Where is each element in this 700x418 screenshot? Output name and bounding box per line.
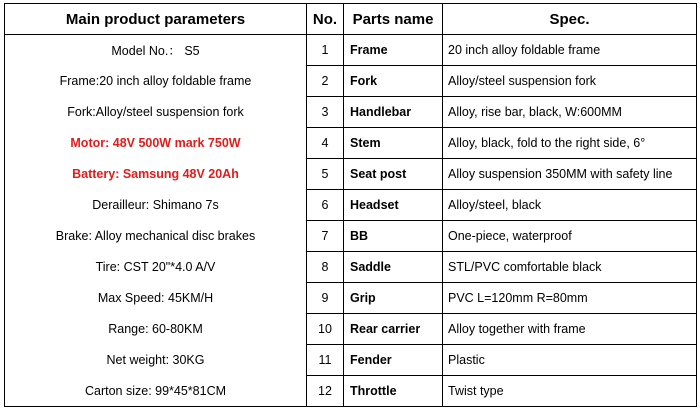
part-number-cell: 2 bbox=[307, 66, 344, 97]
part-name-cell: Handlebar bbox=[344, 97, 443, 128]
part-number-cell: 6 bbox=[307, 190, 344, 221]
param-cell: Derailleur: Shimano 7s bbox=[5, 190, 307, 221]
spec-header: Spec. bbox=[443, 4, 697, 35]
table-row bbox=[5, 159, 697, 190]
table-row bbox=[5, 283, 697, 314]
part-number-cell: 3 bbox=[307, 97, 344, 128]
table-row bbox=[5, 252, 697, 283]
part-number-cell: 4 bbox=[307, 128, 344, 159]
product-spec-table bbox=[4, 3, 697, 407]
table-row bbox=[5, 97, 697, 128]
table-row bbox=[5, 128, 697, 159]
part-spec-cell: Alloy suspension 350MM with safety line bbox=[443, 159, 697, 190]
table-row bbox=[5, 66, 697, 97]
param-cell: Range: 60-80KM bbox=[5, 314, 307, 345]
part-spec-cell: Twist type bbox=[443, 376, 697, 407]
part-spec-cell: Alloy together with frame bbox=[443, 314, 697, 345]
param-cell: Brake: Alloy mechanical disc brakes bbox=[5, 221, 307, 252]
param-cell: Model No.： S5 bbox=[5, 35, 307, 66]
part-name-cell: Stem bbox=[344, 128, 443, 159]
param-cell: Battery: Samsung 48V 20Ah bbox=[5, 159, 307, 190]
param-cell: Tire: CST 20"*4.0 A/V bbox=[5, 252, 307, 283]
part-spec-cell: STL/PVC comfortable black bbox=[443, 252, 697, 283]
part-name-cell: Fender bbox=[344, 345, 443, 376]
table-row bbox=[5, 190, 697, 221]
part-spec-cell: One-piece, waterproof bbox=[443, 221, 697, 252]
part-number-cell: 12 bbox=[307, 376, 344, 407]
part-name-cell: Headset bbox=[344, 190, 443, 221]
part-spec-cell: Alloy/steel suspension fork bbox=[443, 66, 697, 97]
no-header: No. bbox=[307, 4, 344, 35]
table-row bbox=[5, 376, 697, 407]
main-params-header: Main product parameters bbox=[5, 4, 307, 35]
part-number-cell: 7 bbox=[307, 221, 344, 252]
part-spec-cell: Alloy, black, fold to the right side, 6° bbox=[443, 128, 697, 159]
table-row bbox=[5, 345, 697, 376]
param-cell: Carton size: 99*45*81CM bbox=[5, 376, 307, 407]
table-row bbox=[5, 35, 697, 66]
table-row bbox=[5, 314, 697, 345]
part-spec-cell: Alloy/steel, black bbox=[443, 190, 697, 221]
part-name-cell: BB bbox=[344, 221, 443, 252]
param-cell: Fork:Alloy/steel suspension fork bbox=[5, 97, 307, 128]
part-number-cell: 1 bbox=[307, 35, 344, 66]
part-spec-cell: Plastic bbox=[443, 345, 697, 376]
part-number-cell: 10 bbox=[307, 314, 344, 345]
part-number-cell: 9 bbox=[307, 283, 344, 314]
table-row bbox=[5, 221, 697, 252]
part-spec-cell: 20 inch alloy foldable frame bbox=[443, 35, 697, 66]
param-cell: Motor: 48V 500W mark 750W bbox=[5, 128, 307, 159]
header-row bbox=[5, 4, 697, 35]
part-name-cell: Frame bbox=[344, 35, 443, 66]
part-spec-cell: PVC L=120mm R=80mm bbox=[443, 283, 697, 314]
part-number-cell: 11 bbox=[307, 345, 344, 376]
part-name-cell: Grip bbox=[344, 283, 443, 314]
parts-name-header: Parts name bbox=[344, 4, 443, 35]
param-cell: Max Speed: 45KM/H bbox=[5, 283, 307, 314]
part-name-cell: Saddle bbox=[344, 252, 443, 283]
part-name-cell: Seat post bbox=[344, 159, 443, 190]
param-cell: Net weight: 30KG bbox=[5, 345, 307, 376]
part-name-cell: Fork bbox=[344, 66, 443, 97]
part-number-cell: 8 bbox=[307, 252, 344, 283]
param-cell: Frame:20 inch alloy foldable frame bbox=[5, 66, 307, 97]
part-number-cell: 5 bbox=[307, 159, 344, 190]
part-spec-cell: Alloy, rise bar, black, W:600MM bbox=[443, 97, 697, 128]
part-name-cell: Throttle bbox=[344, 376, 443, 407]
part-name-cell: Rear carrier bbox=[344, 314, 443, 345]
